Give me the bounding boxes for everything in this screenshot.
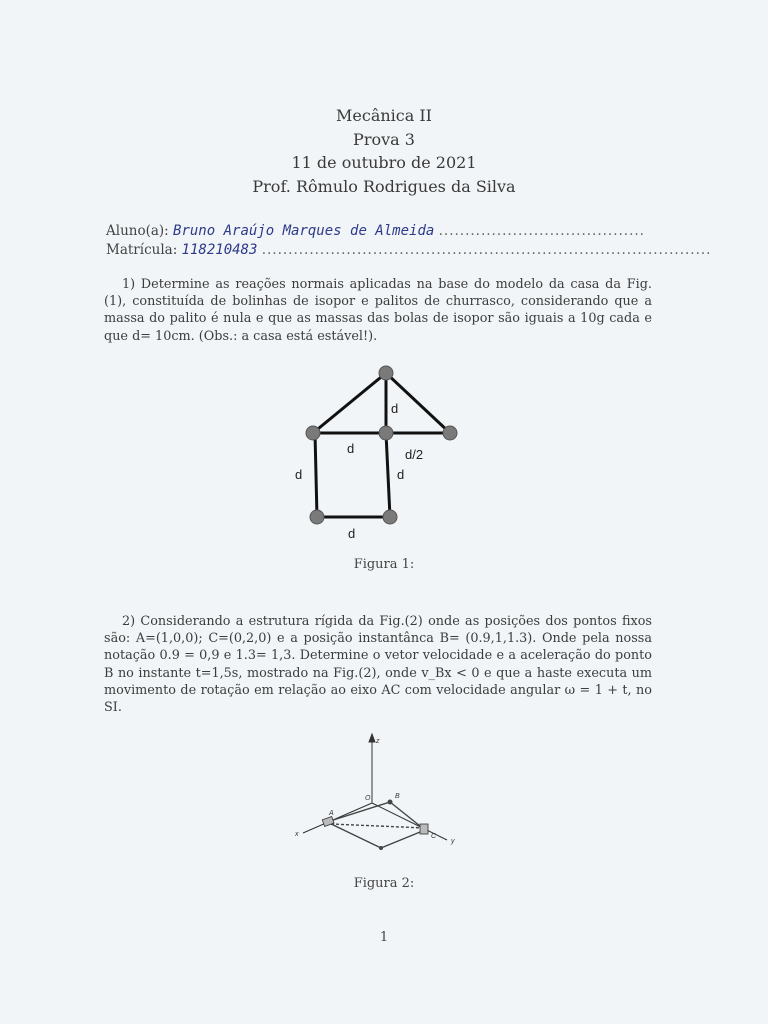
label-d-left: d	[295, 467, 303, 482]
label-d-top: d	[391, 401, 399, 416]
dotted-line: .......................................	[438, 223, 645, 239]
label-d-half: d/2	[405, 447, 424, 462]
exam-header	[0, 104, 768, 198]
professor-name: Prof. Rômulo Rodrigues da Silva	[252, 176, 516, 196]
label-d-right: d	[397, 467, 405, 482]
styrofoam-ball	[383, 510, 397, 524]
label-d-mid: d	[347, 441, 355, 456]
bearing-c	[420, 824, 428, 834]
exam-date: 11 de outubro de 2021	[291, 153, 477, 172]
student-id-value: 118210483	[181, 242, 258, 258]
label-d-bottom: d	[348, 526, 356, 541]
styrofoam-ball	[379, 366, 393, 380]
label-y: y	[451, 838, 455, 845]
styrofoam-ball	[310, 510, 324, 524]
student-name-field	[106, 223, 651, 239]
figure-2-rigid-structure	[285, 730, 475, 860]
styrofoam-ball	[443, 426, 457, 440]
dotted-line: .....................................................................................	[261, 242, 712, 258]
course-title: Mecânica II	[336, 106, 432, 125]
figure-1-caption: Figura 1:	[353, 557, 415, 572]
student-name-value: Bruno Araújo Marques de Almeida	[173, 223, 435, 239]
label-b: B	[395, 793, 400, 800]
label-a: A	[329, 810, 334, 817]
question-1-text: 1) Determine as reações normais aplicadas na base do modelo da casa da Fig.(1), constituída de bolinhas de isopor e palitos de churrasco, considerando que a massa do palito é nula e que as massas das bolas de isopor são iguais a 10g cada e que d= 10cm. (Obs.: a casa está estável!).	[104, 277, 652, 344]
label-x: x	[295, 831, 299, 838]
question-2-text: 2) Considerando a estrutura rígida da Fig.(2) onde as posições dos pontos fixos são: A=(1,0,0); C=(0,2,0) e a posição instantânca B= (0.9,1,1.3). Onde pela nossa notação 0.9 = 0,9 e 1.3= 1,3. Determine o vetor velocidade e a aceleração do ponto B no instante t=1,5s, mostrado na Fig.(2), onde v_Bx < 0 e que a haste executa um movimento de rotação em relação ao eixo AC com velocidade angular ω = 1 + t, no SI.	[104, 614, 652, 716]
point-bottom	[379, 846, 383, 850]
label-c: C	[431, 833, 437, 840]
page-number: 1	[379, 930, 389, 945]
student-id-field	[106, 242, 712, 258]
student-name-label: Aluno(a):	[106, 223, 169, 239]
exam-title: Prova 3	[353, 129, 415, 149]
styrofoam-ball	[306, 426, 320, 440]
styrofoam-ball	[379, 426, 393, 440]
figure-2-caption: Figura 2:	[353, 876, 415, 891]
student-id-label: Matrícula:	[106, 242, 178, 258]
label-o: O	[365, 795, 371, 802]
figure-1-house	[280, 355, 480, 540]
point-b	[388, 800, 393, 805]
label-z: z	[376, 738, 380, 745]
